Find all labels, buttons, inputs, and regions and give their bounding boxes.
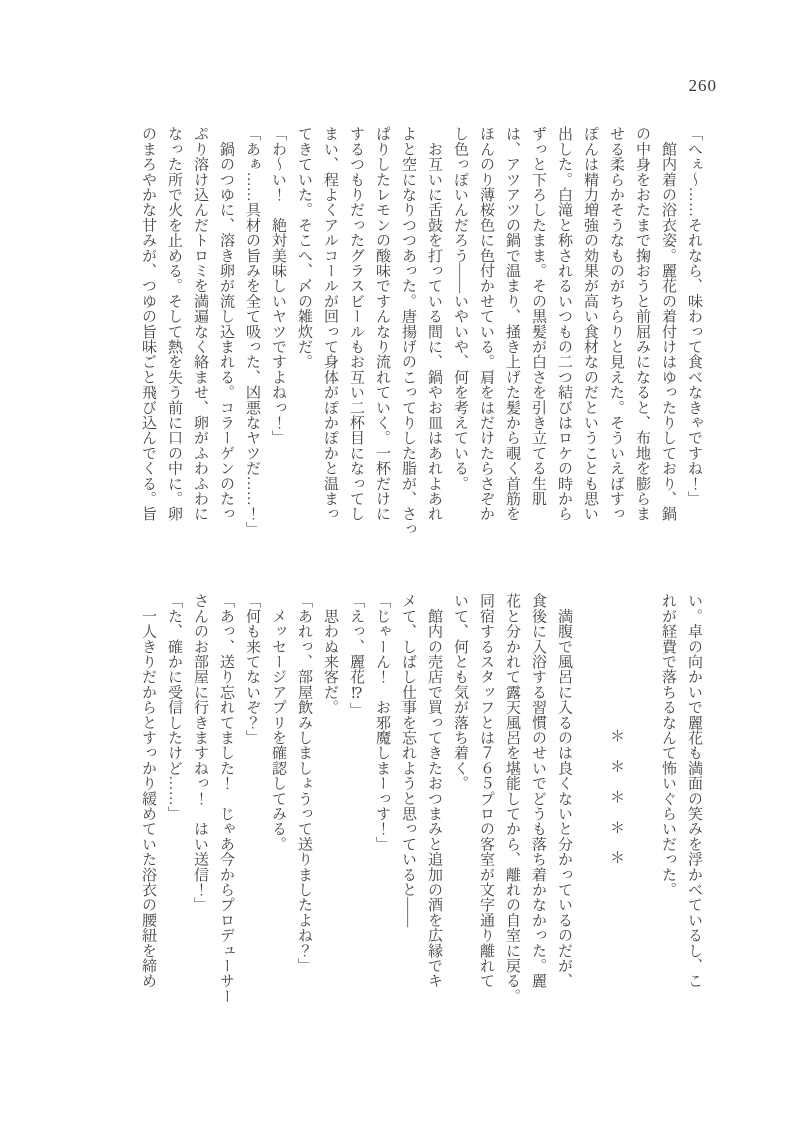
text-line: ほんのり薄桜色に色付かせている。肩をはだけたらさぞか xyxy=(478,126,494,522)
text-line: お互いに舌鼓を打っている間に、鍋やお皿はあれよあれ xyxy=(426,126,442,522)
text-line: 「じゃーん！ お邪魔しまーっす！」 xyxy=(374,593,390,852)
page-number: 260 xyxy=(688,76,717,95)
text-line: せる柔らかそうなものがちらりと見えた。そういえばすっ xyxy=(608,126,624,522)
text-line: 「あれっ、部屋飲みしましょうって送りましたよね？」 xyxy=(296,593,312,973)
text-line: なった所で火を止める。そして熱を失う前に口の中に。卵 xyxy=(166,126,182,522)
text-line: のまろやかな甘みが、つゆの旨味ごと飛び込んでくる。旨 xyxy=(140,126,156,522)
text-line: いて、何とも気が落ち着く。 xyxy=(452,593,468,791)
text-line: 満腹で風呂に入るのは良くないと分かっているのだが、 xyxy=(556,593,572,989)
text-line: 同宿するスタッフとは７６５プロの客室が文字通り離れて xyxy=(478,593,494,989)
text-line: 一人きりだからとすっかり緩めていた浴衣の腰紐を締め xyxy=(140,593,156,989)
text-line: 花と分かれて露天風呂を堪能してから、離れの自室に戻る。 xyxy=(504,593,520,1004)
text-line: まい、程よくアルコールが回って身体がぽかぽかと温まっ xyxy=(322,126,338,522)
text-line: 「あぁ……具材の旨みを全て吸った、凶悪なヤツだ……！」 xyxy=(244,126,260,537)
text-line: メて、しばし仕事を忘れようと思っていると―― xyxy=(400,593,416,928)
text-line: 「何も来てないぞ？」 xyxy=(244,593,260,745)
text-line: ぱりしたレモンの酸味ですんなり流れていく。一杯だけに xyxy=(374,126,390,522)
text-line: 館内着の浴衣姿。麗花の着付けはゆったりしており、鍋 xyxy=(660,126,676,522)
text-line: ずっと下ろしたまま。その黒髪が白さを引き立てる生肌 xyxy=(530,126,546,506)
lower-text-block xyxy=(135,593,707,1007)
text-line: 「へぇ～……それなら、味わって食べなきゃですね！」 xyxy=(686,126,702,506)
text-line: は、アツアツの鍋で温まり、掻き上げた髪から覗く首筋を xyxy=(504,126,520,522)
text-line: 「あっ、送り忘れてました！ じゃあ今からプロデューサー xyxy=(218,593,234,1004)
text-line: 「た、確かに受信したけど……」 xyxy=(166,593,182,821)
scene-break-asterisks: ＊ ＊ ＊ ＊ ＊ xyxy=(608,728,624,865)
text-line: 「わ～い！ 絶対美味しいヤツですよねっ！」 xyxy=(270,126,286,446)
text-line: 館内の売店で買ってきたおつまみと追加の酒を広縁でキ xyxy=(426,593,442,989)
text-line: さんのお部屋に行きますねっ！ はい送信！」 xyxy=(192,593,208,913)
upper-text-block xyxy=(135,126,707,540)
text-line: するつもりだったグラスビールもお互い二杯目になってし xyxy=(348,126,364,522)
text-line: 思わぬ来客だ。 xyxy=(322,593,338,715)
text-line: い。卓の向かいで麗花も満面の笑みを浮かべているし、こ xyxy=(686,593,702,989)
text-line: し色っぽいんだろう――いやいや、何を考えている。 xyxy=(452,126,468,491)
text-line: てきていた。そこへ、〆の雑炊だ。 xyxy=(296,126,312,370)
text-line: 「えっ、麗花⁉」 xyxy=(348,593,364,718)
text-line: よと空になりつつあった。唐揚げのこってりした脂が、さっ xyxy=(400,126,416,537)
text-line: メッセージアプリを確認してみる。 xyxy=(270,593,286,852)
text-line: 食後に入浴する習慣のせいでどうも落ち着かなかった。麗 xyxy=(530,593,546,989)
text-line: 鍋のつゆに、溶き卵が流し込まれる。コラーゲンのたっ xyxy=(218,126,234,522)
text-line: れが経費で落ちるなんて怖いぐらいだった。 xyxy=(660,593,676,897)
text-line: ぽんは精力増強の効果が高い食材なのだということも思い xyxy=(582,126,598,522)
text-line: ぷり溶け込んだトロミを満遍なく絡ませ、卵がふわふわに xyxy=(192,126,208,522)
text-line: 出した。白滝と称されるいつもの二つ結びはロケの時から xyxy=(556,126,572,522)
text-line: の中身をおたまで掬おうと前屈みになると、布地を膨らま xyxy=(634,126,650,522)
